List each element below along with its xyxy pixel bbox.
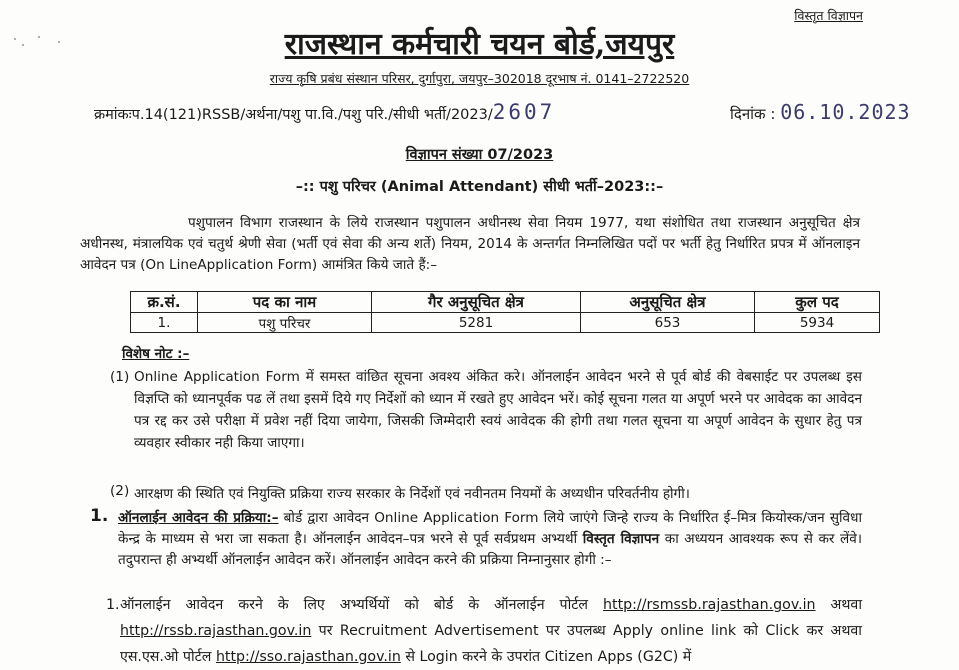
sub-item-text: से Login करने के उपरांत Citizen Apps (G2C) में [400,649,692,665]
sub-item-text: पर Recruitment Advertisement पर उपलब्ध Apply online link को Click कर अथवा एस.एस.ओ पोर्टल [120,623,862,665]
reference-printed: क्रमांकःप.14(121)RSSB/अर्थना/पशु पा.वि./पशु परि./सीधी भर्ती/2023/ [94,107,493,123]
advertisement-number: विज्ञापन संख्या 07/2023 [405,147,554,163]
table-cell: 1. [131,313,198,333]
note-item-number: (1) [110,369,130,385]
column-header: क्र.सं. [131,292,198,313]
table-cell: पशु परिचर [198,313,372,333]
section-number: 1. [90,506,109,526]
intro-paragraph: पशुपालन विभाग राजस्थान के लिये राजस्थान पशुपालन अधीनस्थ सेवा नियम 1977, यथा संशोधित तथा राजस्थान अनुसूचित क्षेत्र अधीनस्थ, मंत्रालयिक एवं चतुर्थ श्रेणी सेवा (भर्ती एवं सेवा की अन्य शर्ते) नियम, 2014 के अन्तर्गत निम्नलिखित पदों पर भर्ती हेतु निर्धारित प्रपत्र में ऑनलाइन आवेदन पत्र (On LineApplication Form) आमंत्रित किये जाते हैं:– [80,215,860,273]
column-header: अनुसूचित क्षेत्र [581,292,755,313]
sub-item-text: अथवा [815,597,862,613]
board-name-heading: राजस्थान कर्मचारी चयन बोर्ड,जयपुर [284,27,675,62]
date-label: दिनांक : [730,105,776,123]
column-header: गैर अनुसूचित क्षेत्र [372,292,581,313]
advertisement-title: –:: पशु परिचर (Animal Attendant) सीधी भर्ती–2023::– [295,179,664,195]
table-header-row [131,292,880,313]
section-text: बोर्ड द्वारा आवेदन Online Application Form लिये जाएंगे जिन्हे राज्य के निर्धारित ई–मित्र कियोस्क/जन सुविधा केन्द्र के माध्यम से भरा जा सकता है। ऑनलाईन आवेदन–पत्र भरने से पूर्व सर्वप्रथम अभ्यर्थी [118,510,862,547]
section-text: का अध्ययन आवश्यक रूप से कर लेंवे। तदुपरान्त ही अभ्यर्थी ऑनलाईन आवेदन करें। ऑनलाईन आवेदन करने की प्रक्रिया निम्नानुसार होगी :– [118,531,862,568]
section-bold-term: विस्तृत विज्ञापन [582,531,660,547]
column-header: पद का नाम [198,292,372,313]
date [730,100,911,124]
sub-item-number: 1. [106,597,120,613]
date-handwritten: 06.10.2023 [780,100,911,124]
rssb-portal-link[interactable]: http://rssb.rajasthan.gov.in [120,623,312,639]
column-header: कुल पद [755,292,880,313]
table-cell: 653 [581,313,755,333]
reference-handwritten-number: 2607 [492,100,556,124]
section-heading: ऑनलाईन आवेदन की प्रक्रिया:– [118,510,279,526]
board-address: राज्य कृषि प्रबंध संस्थान परिसर, दुर्गापुरा, जयपुर–302018 दूरभाष नं. 0141–2722520 [269,71,690,86]
table-cell: 5934 [755,313,880,333]
note-item-text: Online Application Form में समस्त वांछित सूचना अवश्य अंकित करे। ऑनलाईन आवेदन भरने से पूर्व बोर्ड की वेबसाईट पर उपलब्ध इस विज्ञप्ति को ध्यानपूर्वक पढ लें तथा इसमें दिये गए निर्देशों को ध्यान में रखते हुए आवेदन भरें। कोई सूचना गलत या अपूर्ण भरने पर आवेदक का आवेदन पत्र रद्द कर उसे परीक्षा में प्रवेश नहीं दिया जायेगा, जिसकी जिम्मेदारी स्वयं आवेदक की होगी तथा गलत सूचना या अपूर्ण आवेदन के सुधार हेतु पत्र व्यवहार स्वीकार नही किया जाएगा। [134,369,863,451]
rsmssb-portal-link[interactable]: http://rsmssb.rajasthan.gov.in [603,597,816,613]
sub-item-paragraph [120,592,862,670]
special-note-heading: विशेष नोट :– [122,346,190,362]
detailed-advertisement-link[interactable]: विस्तृत विज्ञापन [794,8,863,23]
table-cell: 5281 [372,313,581,333]
section-1-paragraph [118,508,862,571]
table-row [131,313,880,333]
sso-portal-link[interactable]: http://sso.rajasthan.gov.in [215,649,401,665]
sub-item-text: ऑनलाईन आवेदन करने के लिए अभ्यर्थियों को बोर्ड के ऑनलाईन पोर्टल [120,597,604,613]
reference-number [94,100,555,124]
posts-table [130,291,880,333]
note-item-text: आरक्षण की स्थिति एवं नियुक्ति प्रक्रिया राज्य सरकार के निर्देशों एवं नवीनतम नियमों के अध्यधीन परिवर्तनीय होगी। [134,486,690,502]
note-item-number: (2) [110,483,130,499]
